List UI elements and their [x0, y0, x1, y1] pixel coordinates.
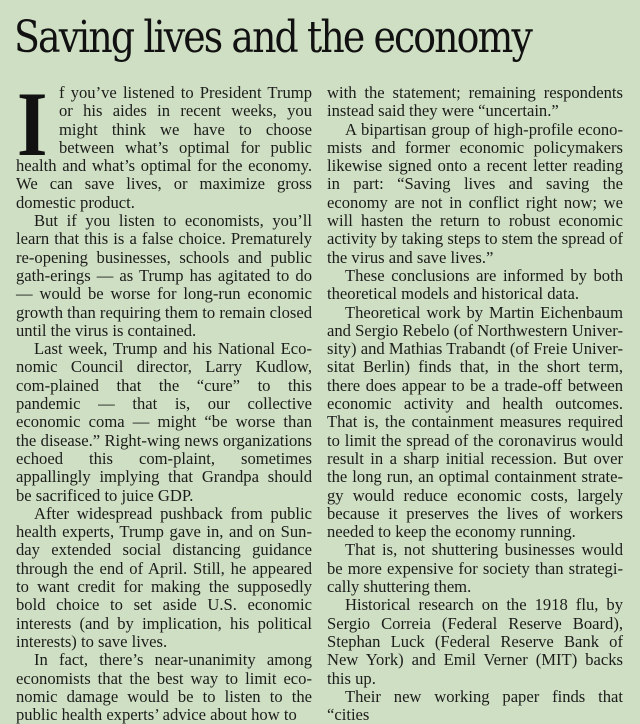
paragraph: That is, not shuttering businesses would be more expensive for society than strategi-cally shuttering them. [327, 540, 623, 597]
article-column-left [16, 73, 312, 724]
paragraph: Their new working paper finds that “cities [327, 686, 623, 724]
article-column-right [327, 84, 623, 724]
paragraph: Last week, Trump and his National Eco-nomic Council director, Larry Kudlow, com-plained that the “cure” to this pandemic — that is, our collective economic coma — might “be worse than the disease.” Right-wing news organizations echoed this com-plaint, sometimes appallingly implying that Grandpa should be sacrificed to juice GDP. [16, 339, 312, 505]
paragraph: Historical research on the 1918 flu, by Sergio Correia (Federal Reserve Board), Stephan Luck (Federal Reserve Bank of New York) and Emil Verner (MIT) backs this up. [327, 595, 623, 688]
paragraph: A bipartisan group of high-profile econo-mists and former economic policymakers likewise signed onto a recent letter reading in part: “Saving lives and saving the economy are not in conflict right now; we will hasten the return to robust economic activity by taking steps to stem the spread of the virus and save lives.” [327, 119, 623, 267]
paragraph: But if you listen to economists, you’ll learn that this is a false choice. Prematurely re-opening businesses, schools and public gath-erings — as Trump has agitated to do — would be worse for long-run economic growth than requiring them to remain closed until the virus is contained. [16, 211, 312, 340]
paragraph: In fact, there’s near-unanimity among economists that the best way to limit eco-nomic damage would be to listen to the public health experts’ advice about how to [16, 650, 312, 724]
paragraph: These conclusions are informed by both theoretical models and historical data. [327, 265, 623, 304]
paragraph: with the statement; remaining respondents instead said they were “uncertain.” [327, 83, 623, 121]
paragraph-text: f you’ve listened to President Trump or his aides in recent weeks, you might think we have to choose between what’s optimal for public health and what’s optimal for the economy. We can save lives, or maximize gross domestic product. [16, 83, 312, 212]
dropcap: I [17, 73, 48, 175]
paragraph: After widespread pushback from public health experts, Trump gave in, and on Sun-day extended social distancing guidance through the end of April. Still, he appeared to want credit for making the supposedly bold choice to set aside U.S. economic interests (and by implication, his political interests) to save lives. [16, 503, 312, 651]
dropcap-container [16, 73, 56, 175]
paragraph [16, 73, 312, 212]
paragraph: Theoretical work by Martin Eichenbaum and Sergio Rebelo (of Northwestern Univer-sity) and Mathias Trabandt (of Freie Univer-sitat Berlin) finds that, in the short term, there does appear to be a trade-off between economic activity and health outcomes. That is, the containment measures required to limit the spread of the coronavirus would result in a sharp initial recession. But over the long run, an optimal containment strate-gy would reduce economic costs, largely because it preserves the lives of workers needed to keep the economy running. [327, 302, 623, 542]
headline: Saving lives and the economy [14, 12, 531, 63]
